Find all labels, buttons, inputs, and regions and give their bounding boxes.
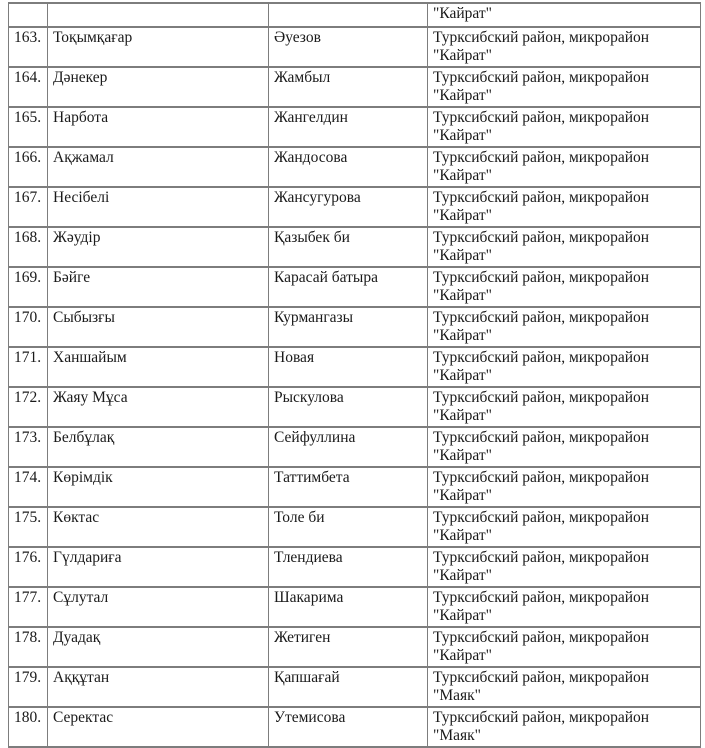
street-cell: Сейфуллина <box>269 427 428 467</box>
row-number-cell: 169. <box>9 267 48 307</box>
table-row <box>9 147 701 187</box>
row-number-cell: 171. <box>9 347 48 387</box>
name-cell: Сұлутал <box>48 587 269 627</box>
table-row <box>9 627 701 667</box>
location-line: Турксибский район, микрорайон <box>433 589 650 606</box>
location-line: Турксибский район, микрорайон <box>433 469 650 486</box>
location-line: Турксибский район, микрорайон <box>433 389 650 406</box>
table-body <box>9 3 701 747</box>
street-cell: Утемисова <box>269 707 428 747</box>
row-number-cell: 177. <box>9 587 48 627</box>
location-cell <box>428 307 701 347</box>
addresses-table <box>8 2 701 748</box>
row-number-cell: 165. <box>9 107 48 147</box>
location-line: Турксибский район, микрорайон <box>433 669 650 686</box>
table-row <box>9 587 701 627</box>
street-cell: Толе би <box>269 507 428 547</box>
location-line: "Кайрат" <box>433 127 492 145</box>
location-cell <box>428 707 701 747</box>
location-cell <box>428 547 701 587</box>
table-row <box>9 547 701 587</box>
location-cell <box>428 667 701 707</box>
row-number-cell: 168. <box>9 227 48 267</box>
table-row <box>9 107 701 147</box>
location-line: "Кайрат" <box>433 327 492 345</box>
row-number-cell: 172. <box>9 387 48 427</box>
row-number-cell: 170. <box>9 307 48 347</box>
row-number-cell: 167. <box>9 187 48 227</box>
name-cell: Көрімдік <box>48 467 269 507</box>
name-cell: Несібелі <box>48 187 269 227</box>
location-line: Турксибский район, микрорайон <box>433 269 650 286</box>
location-line: Турксибский район, микрорайон <box>433 229 650 246</box>
street-cell: Қапшағай <box>269 667 428 707</box>
table-row <box>9 27 701 67</box>
table-row <box>9 67 701 107</box>
table-row <box>9 187 701 227</box>
location-line: Турксибский район, микрорайон <box>433 109 650 126</box>
location-cell <box>428 67 701 107</box>
name-cell: Жаяу Мұса <box>48 387 269 427</box>
location-line: "Кайрат" <box>433 287 492 305</box>
location-line: "Кайрат" <box>433 407 492 425</box>
table-row <box>9 267 701 307</box>
name-cell: Дуадақ <box>48 627 269 667</box>
name-cell: Серектас <box>48 707 269 747</box>
street-cell: Әуезов <box>269 27 428 67</box>
location-line: Турксибский район, микрорайон <box>433 29 650 46</box>
location-cell <box>428 27 701 67</box>
location-cell <box>428 427 701 467</box>
location-cell <box>428 627 701 667</box>
row-number-cell: 175. <box>9 507 48 547</box>
location-line: Турксибский район, микрорайон <box>433 709 650 726</box>
table-row <box>9 427 701 467</box>
location-cell <box>428 147 701 187</box>
name-cell: Ханшайым <box>48 347 269 387</box>
location-cell <box>428 267 701 307</box>
name-cell: Көктас <box>48 507 269 547</box>
name-cell: Аққұтан <box>48 667 269 707</box>
street-cell <box>269 3 428 27</box>
location-cell <box>428 187 701 227</box>
table-row <box>9 227 701 267</box>
continuation-row <box>9 3 701 27</box>
street-cell: Новая <box>269 347 428 387</box>
row-number-cell: 174. <box>9 467 48 507</box>
street-cell: Таттимбета <box>269 467 428 507</box>
street-cell: Карасай батыра <box>269 267 428 307</box>
name-cell: Жәудір <box>48 227 269 267</box>
row-number-cell: 178. <box>9 627 48 667</box>
street-cell: Қазыбек би <box>269 227 428 267</box>
location-line: Турксибский район, микрорайон <box>433 349 650 366</box>
location-line: "Маяк" <box>433 687 481 705</box>
location-cell <box>428 107 701 147</box>
table-row <box>9 507 701 547</box>
street-cell: Жансугурова <box>269 187 428 227</box>
row-number-cell: 173. <box>9 427 48 467</box>
location-line: Турксибский район, микрорайон <box>433 629 650 646</box>
name-cell: Ақжамал <box>48 147 269 187</box>
street-cell: Жамбыл <box>269 67 428 107</box>
street-cell: Шакарима <box>269 587 428 627</box>
table-row <box>9 307 701 347</box>
location-line: "Кайрат" <box>433 607 492 625</box>
location-line: "Кайрат" <box>433 247 492 265</box>
location-cell <box>428 227 701 267</box>
location-line: "Кайрат" <box>433 447 492 465</box>
location-line: Турксибский район, микрорайон <box>433 149 650 166</box>
street-cell: Рыскулова <box>269 387 428 427</box>
table-row <box>9 707 701 747</box>
location-line: "Кайрат" <box>433 567 492 585</box>
location-line: Турксибский район, микрорайон <box>433 189 650 206</box>
location-line: "Кайрат" <box>433 87 492 105</box>
name-cell: Тоқымқағар <box>48 27 269 67</box>
location-line: "Кайрат" <box>433 487 492 505</box>
street-cell: Курмангазы <box>269 307 428 347</box>
name-cell <box>48 3 269 27</box>
table-row <box>9 467 701 507</box>
street-cell: Жандосова <box>269 147 428 187</box>
location-cell <box>428 507 701 547</box>
location-cell: "Кайрат" <box>428 3 701 27</box>
name-cell: Гүлдариға <box>48 547 269 587</box>
row-number-cell: 164. <box>9 67 48 107</box>
location-line: "Кайрат" <box>433 527 492 545</box>
location-line: "Кайрат" <box>433 167 492 185</box>
name-cell: Нарбота <box>48 107 269 147</box>
table-row <box>9 347 701 387</box>
location-line: Турксибский район, микрорайон <box>433 549 650 566</box>
location-line: Турксибский район, микрорайон <box>433 429 650 446</box>
street-cell: Жетиген <box>269 627 428 667</box>
row-number-cell: 179. <box>9 667 48 707</box>
location-line: Турксибский район, микрорайон <box>433 509 650 526</box>
name-cell: Белбұлақ <box>48 427 269 467</box>
table-row <box>9 387 701 427</box>
row-number-cell: 166. <box>9 147 48 187</box>
location-cell <box>428 587 701 627</box>
location-cell <box>428 347 701 387</box>
location-line: "Кайрат" <box>433 647 492 665</box>
location-line: Турксибский район, микрорайон <box>433 309 650 326</box>
street-cell: Тлендиева <box>269 547 428 587</box>
row-number-cell: 180. <box>9 707 48 747</box>
location-cell <box>428 467 701 507</box>
row-number-cell: 163. <box>9 27 48 67</box>
name-cell: Сыбызғы <box>48 307 269 347</box>
location-cell <box>428 387 701 427</box>
location-line: "Кайрат" <box>433 367 492 385</box>
row-number-cell: 176. <box>9 547 48 587</box>
location-line: "Кайрат" <box>433 207 492 225</box>
name-cell: Дәнекер <box>48 67 269 107</box>
table-row <box>9 667 701 707</box>
street-cell: Жангелдин <box>269 107 428 147</box>
location-line: Турксибский район, микрорайон <box>433 69 650 86</box>
location-line: "Кайрат" <box>433 47 492 65</box>
name-cell: Бәйге <box>48 267 269 307</box>
row-number-cell <box>9 3 48 27</box>
location-line: "Маяк" <box>433 727 481 745</box>
